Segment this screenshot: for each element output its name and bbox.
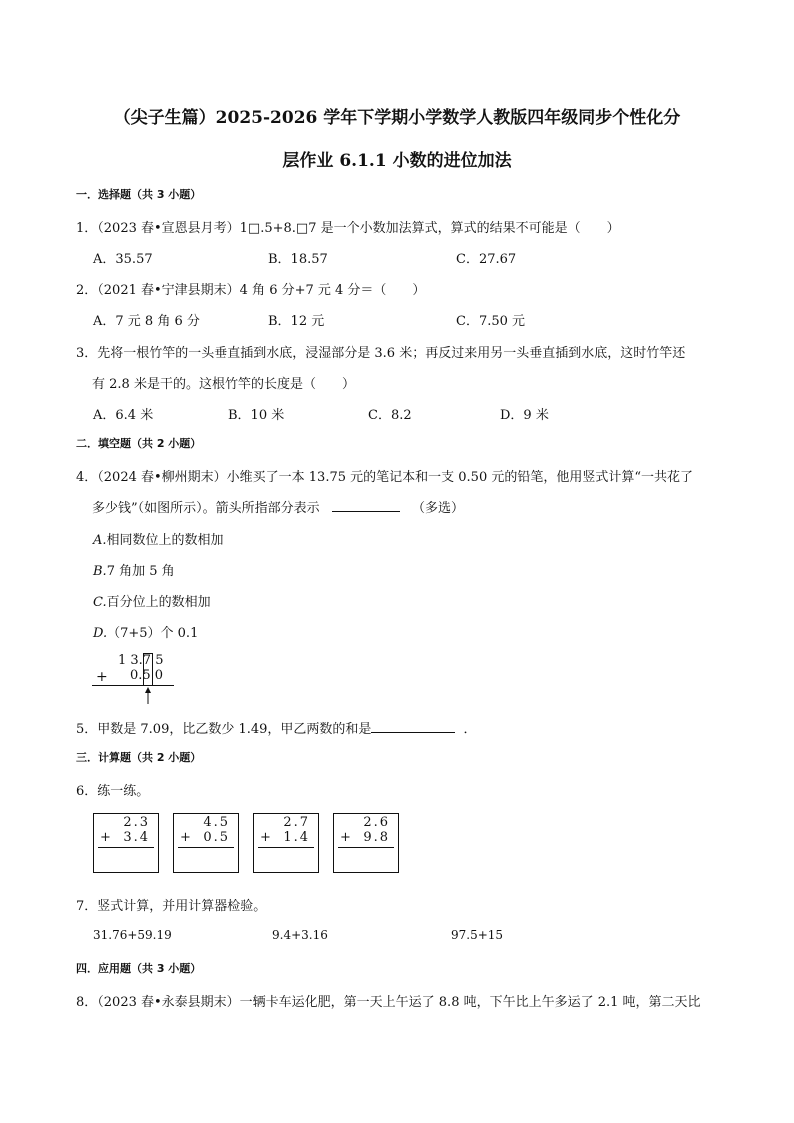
- question-3-option-d: D．9 米: [500, 408, 549, 423]
- question-2-option-a: A．7 元 8 角 6 分: [93, 314, 200, 329]
- question-4-choice-d: [93, 622, 198, 641]
- plus-sign: +: [180, 830, 191, 845]
- choice-letter: A.: [93, 533, 107, 548]
- choice-text: 百分位上的数相加: [106, 595, 211, 610]
- figure-highlight-box: [143, 653, 153, 686]
- figure-plus-sign: +: [96, 669, 108, 685]
- question-1-option-a: A．35.57: [93, 252, 153, 267]
- question-4-multi-note: （多选）: [411, 501, 464, 516]
- addend-bottom: 9.8: [363, 830, 390, 845]
- question-4-text: 4．（2024 春•柳州期末）小维买了一本 13.75 元的笔记本和一支 0.50 元的铅笔，他用竖式计算“一共花了: [76, 470, 693, 485]
- section-heading-choice: 一．选择题（共 3 小题）: [76, 188, 202, 201]
- question-8-text: 8．（2023 春•永泰县期末）一辆卡车运化肥，第一天上午运了 8.8 吨，下午比上午多运了 2.1 吨，第二天比: [76, 995, 701, 1010]
- question-5-prompt: 5．甲数是 7.09，比乙数少 1.49，甲乙两数的和是: [76, 722, 372, 737]
- addend-top: 2.6: [363, 815, 390, 830]
- arrow-up-icon: [143, 687, 153, 705]
- vertical-addition-figure: [92, 651, 182, 707]
- question-2-option-c: C．7.50 元: [456, 314, 526, 329]
- figure-bottom-number: 0.5 0: [130, 668, 164, 683]
- question-3-option-b: B．10 米: [228, 408, 285, 423]
- plus-sign: +: [100, 830, 111, 845]
- question-7-expression-3: 97.5+15: [451, 928, 504, 942]
- practice-box-2[interactable]: [173, 813, 239, 873]
- question-2-text: 2．（2021 春•宁津县期末）4 角 6 分+7 元 4 分＝（ ）: [76, 283, 426, 298]
- practice-box-3[interactable]: [253, 813, 319, 873]
- section-heading-application: 四．应用题（共 3 小题）: [76, 962, 202, 975]
- practice-box-4[interactable]: [333, 813, 399, 873]
- question-3-option-a: A．6.4 米: [93, 408, 154, 423]
- choice-letter: D.: [93, 626, 108, 641]
- question-4-prompt: 多少钱”（如图所示）。箭头所指部分表示: [92, 501, 320, 516]
- addend-top: 2.7: [283, 815, 310, 830]
- figure-sum-line: [92, 685, 174, 686]
- answer-blank[interactable]: [371, 720, 455, 733]
- question-5-text: [76, 718, 476, 737]
- question-2-option-b: B．12 元: [268, 314, 325, 329]
- question-3-text-cont: 有 2.8 米是干的。这根竹竿的长度是（ ）: [92, 377, 355, 392]
- question-1-text: 1．（2023 春•宣恩县月考）1□.5+8.□7 是一个小数加法算式，算式的结果不可能是（ ）: [76, 221, 620, 236]
- plus-sign: +: [260, 830, 271, 845]
- question-4-choice-c: [93, 591, 211, 610]
- section-heading-fill: 二．填空题（共 2 小题）: [76, 437, 202, 450]
- question-3-text: 3．先将一根竹竿的一头垂直插到水底，浸湿部分是 3.6 米；再反过来用另一头垂直插到水底，这时竹竿还: [76, 346, 686, 361]
- addend-top: 2.3: [123, 815, 150, 830]
- question-1-option-b: B．18.57: [268, 252, 328, 267]
- choice-text: 7 角加 5 角: [106, 564, 175, 579]
- question-7-expression-2: 9.4+3.16: [272, 928, 328, 942]
- worksheet-title-line1: （尖子生篇）2025-2026 学年下学期小学数学人教版四年级同步个性化分: [113, 108, 681, 128]
- practice-box-1[interactable]: [93, 813, 159, 873]
- choice-letter: C.: [93, 595, 107, 610]
- question-3-option-c: C．8.2: [368, 408, 412, 423]
- question-4-choice-b: [93, 560, 175, 579]
- addend-bottom: 1.4: [283, 830, 310, 845]
- sum-line: [338, 847, 394, 848]
- answer-blank[interactable]: [332, 499, 400, 512]
- addend-top: 4.5: [203, 815, 230, 830]
- addend-bottom: 3.4: [123, 830, 150, 845]
- question-6-text: 6．练一练。: [76, 784, 150, 799]
- question-1-option-c: C．27.67: [456, 252, 517, 267]
- question-4-text-cont: [92, 497, 464, 516]
- section-heading-calc: 三．计算题（共 2 小题）: [76, 751, 202, 764]
- worksheet-title-line2: 层作业 6.1.1 小数的进位加法: [282, 151, 512, 171]
- choice-letter: B.: [93, 564, 107, 579]
- sum-line: [98, 847, 154, 848]
- figure-top-number: 1 3.7 5: [118, 653, 164, 668]
- question-7-text: 7．竖式计算，并用计算器检验。: [76, 899, 267, 914]
- choice-text: （7+5）个 0.1: [107, 626, 199, 641]
- sum-line: [258, 847, 314, 848]
- sum-line: [178, 847, 234, 848]
- addend-bottom: 0.5: [203, 830, 230, 845]
- choice-text: 相同数位上的数相加: [106, 533, 224, 548]
- question-7-expression-1: 31.76+59.19: [93, 928, 172, 942]
- question-5-end: ．: [463, 722, 477, 737]
- question-4-choice-a: [93, 529, 224, 548]
- plus-sign: +: [340, 830, 351, 845]
